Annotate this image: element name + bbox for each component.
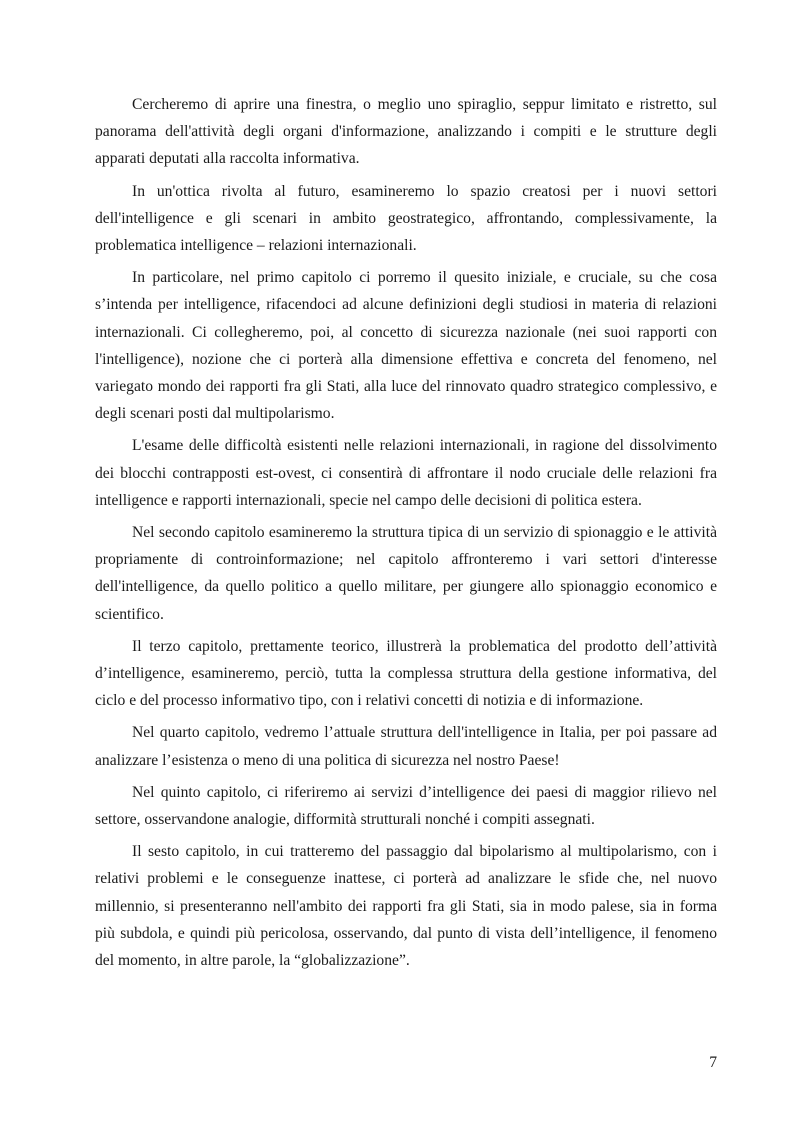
paragraph-2: In un'ottica rivolta al futuro, esamineremo lo spazio creatosi per i nuovi settori dell'intelligence e gli scenari in ambito geostrategico, affrontando, complessivamente, la problematica intelligence – relazioni internazionali.: [95, 182, 717, 255]
page-number: 7: [709, 1054, 717, 1071]
paragraph-4: L'esame delle difficoltà esistenti nelle relazioni internazionali, in ragione del dissolvimento dei blocchi contrapposti est-ovest, ci consentirà di affrontare il nodo cruciale delle relazioni fra intelligence e rapporti internazionali, specie nel campo delle decisioni di politica estera.: [95, 437, 717, 509]
paragraph-9: Il sesto capitolo, in cui tratteremo del passaggio dal bipolarismo al multipolarismo, con i relativi problemi e le conseguenze inattese, ci porterà ad analizzare le sfide che, nel nuovo millennio, si presenteranno nell'ambito dei rapporti fra gli Stati, sia in modo palese, sia in forma più subdola, e quindi più pericolosa, osservando, dal punto di vista dell’intelligence, il fenomeno del momento, in altre parole, la “globalizzazione”.: [95, 843, 717, 970]
paragraph-7: Nel quarto capitolo, vedremo l’attuale struttura dell'intelligence in Italia, per poi passare ad analizzare l’esistenza o meno di una politica di sicurezza nel nostro Paese!: [95, 724, 717, 769]
body-text: [95, 91, 717, 979]
paragraph-1: Cercheremo di aprire una finestra, o meglio uno spiraglio, seppur limitato e ristretto, sul panorama dell'attività degli organi d'informazione, analizzando i compiti e le strutture degli apparati deputati alla raccolta informativa.: [95, 96, 717, 168]
paragraph-5: Nel secondo capitolo esamineremo la struttura tipica di un servizio di spionaggio e le attività propriamente di controinformazione; nel capitolo affronteremo i vari settori d'interesse dell'intelligence, da quello politico a quello militare, per giungere allo spionaggio economico e scientifico.: [95, 524, 717, 623]
paragraph-8: Nel quinto capitolo, ci riferiremo ai servizi d’intelligence dei paesi di maggior rilievo nel settore, osservandone analogie, difformità strutturali nonché i compiti assegnati.: [95, 783, 717, 829]
paragraph-3: In particolare, nel primo capitolo ci porremo il quesito iniziale, e cruciale, su che cosa s’intenda per intelligence, rifacendoci ad alcune definizioni degli studiosi in materia di relazioni internazionali. Ci collegheremo, poi, al concetto di sicurezza nazionale (nei suoi rapporti con l'intelligence), nozione che ci porterà alla dimensione effettiva e concreta del fenomeno, nel variegato mondo dei rapporti fra gli Stati, alla luce del rinnovato quadro strategico complessivo, e degli scenari posti dal multipolarismo.: [95, 269, 717, 423]
paragraph-6: Il terzo capitolo, prettamente teorico, illustrerà la problematica del prodotto dell’attività d’intelligence, esamineremo, perciò, tutta la complessa struttura della gestione informativa, del ciclo e del processo informativo tipo, con i relativi concetti di notizia e di informazione.: [95, 637, 717, 710]
